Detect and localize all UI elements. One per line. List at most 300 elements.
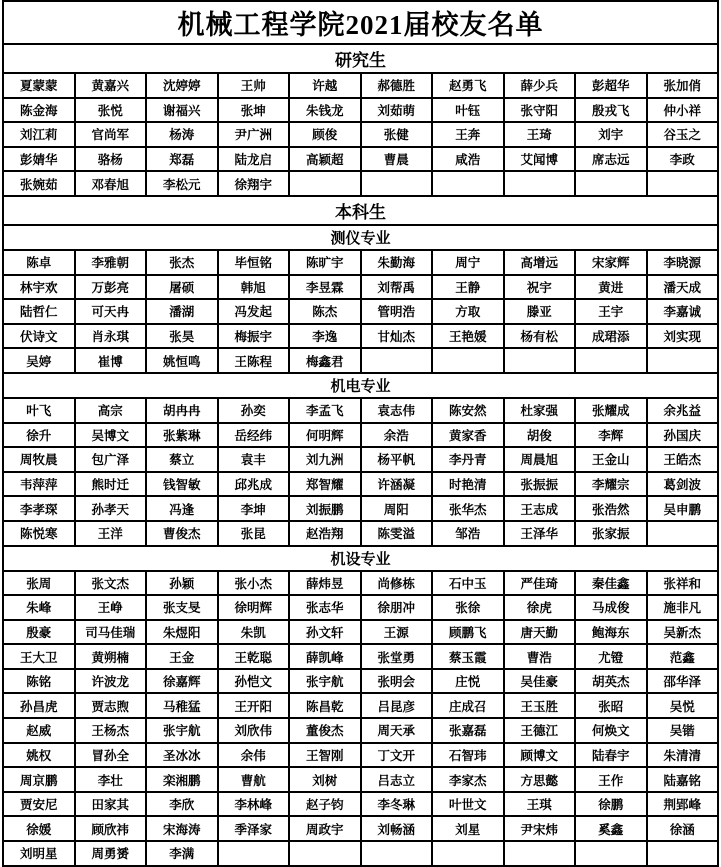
section-header: 研究生 [3,44,718,73]
name-cell: 胡英杰 [575,669,647,694]
name-cell: 庄成召 [432,693,504,718]
table-row [3,250,718,275]
empty-cell [647,841,719,866]
table-row [3,496,718,521]
name-cell: 刘星 [432,816,504,841]
name-cell: 马稚猛 [146,693,218,718]
table-row [3,571,718,596]
name-cell: 王金 [146,644,218,669]
name-cell: 董俊杰 [289,718,361,743]
name-cell: 姚权 [3,743,75,768]
name-cell: 马成俊 [575,595,647,620]
name-cell: 刘江莉 [3,122,75,147]
section-header: 本科生 [3,196,718,225]
name-cell: 张周 [3,571,75,596]
name-cell: 薛凯峰 [289,644,361,669]
name-cell: 许波龙 [75,669,147,694]
name-cell: 冯发起 [218,299,290,324]
name-cell: 刘树 [289,767,361,792]
name-cell: 韩旭 [218,275,290,300]
name-cell: 张明会 [361,669,433,694]
table-row [3,122,718,147]
name-cell: 张紫琳 [146,423,218,448]
name-cell: 杜家强 [504,398,576,423]
name-cell: 李满 [146,841,218,866]
name-cell: 孙国庆 [647,423,719,448]
name-cell: 吴申鹏 [647,496,719,521]
name-cell: 何明辉 [289,423,361,448]
section-header: 机设专业 [3,546,718,571]
name-cell: 许涵凝 [361,472,433,497]
name-cell: 王泽华 [504,521,576,546]
name-cell: 潘湖 [146,299,218,324]
name-cell: 周牧晨 [3,447,75,472]
name-cell: 陈金海 [3,98,75,123]
name-cell: 屠硕 [146,275,218,300]
name-cell: 赵威 [3,718,75,743]
name-cell: 冯逢 [146,496,218,521]
name-cell: 邵华泽 [647,669,719,694]
name-cell: 韦萍萍 [3,472,75,497]
name-cell: 宋家辉 [575,250,647,275]
name-cell: 王奔 [432,122,504,147]
table-row [3,324,718,349]
name-cell: 沈婷婷 [146,73,218,98]
name-cell: 陈安然 [432,398,504,423]
name-cell: 王峥 [75,595,147,620]
name-cell: 贾志煦 [75,693,147,718]
name-cell: 张健 [361,122,433,147]
name-cell: 张志华 [289,595,361,620]
name-cell: 张嘉磊 [432,718,504,743]
name-cell: 薛炜昱 [289,571,361,596]
name-cell: 刘九洲 [289,447,361,472]
name-cell: 张昆 [218,521,290,546]
name-cell: 肖永琪 [75,324,147,349]
name-cell: 熊时迁 [75,472,147,497]
name-cell: 李嘉诚 [647,299,719,324]
name-cell: 刘实现 [647,324,719,349]
name-cell: 王大卫 [3,644,75,669]
table-row [3,841,718,866]
table-row [3,792,718,817]
name-cell: 陈卓 [3,250,75,275]
name-cell: 高增远 [504,250,576,275]
name-cell: 李丹青 [432,447,504,472]
name-cell: 袁志伟 [361,398,433,423]
name-cell: 司马佳瑞 [75,620,147,645]
name-cell: 时艳清 [432,472,504,497]
name-cell: 李雅朝 [75,250,147,275]
name-cell: 万彭亮 [75,275,147,300]
name-cell: 谷玉之 [647,122,719,147]
name-cell: 管明浩 [361,299,433,324]
name-cell: 周京鹏 [3,767,75,792]
name-cell: 张振振 [504,472,576,497]
name-cell: 邱兆成 [218,472,290,497]
name-cell: 王玉胜 [504,693,576,718]
name-cell: 刘明星 [3,841,75,866]
name-cell: 吕志立 [361,767,433,792]
name-cell: 张华杰 [432,496,504,521]
name-cell: 张耀成 [575,398,647,423]
name-cell: 王金山 [575,447,647,472]
name-cell: 唐天勤 [504,620,576,645]
name-cell: 杨涛 [146,122,218,147]
name-cell: 余兆益 [647,398,719,423]
table-row [3,718,718,743]
name-cell: 尚修栋 [361,571,433,596]
name-cell: 吴锴 [647,718,719,743]
name-cell: 姚恒鸣 [146,348,218,373]
name-cell: 邓春旭 [75,171,147,196]
name-cell: 张杰 [146,250,218,275]
table-row [3,693,718,718]
empty-cell [432,171,504,196]
name-cell: 李家杰 [432,767,504,792]
name-cell: 王琦 [504,122,576,147]
name-cell: 李晓源 [647,250,719,275]
name-cell: 曹晨 [361,147,433,172]
name-cell: 高宗 [75,398,147,423]
table-row [3,767,718,792]
name-cell: 赵子钧 [289,792,361,817]
name-cell: 顾欣祎 [75,816,147,841]
name-cell: 李政 [647,147,719,172]
empty-cell [361,348,433,373]
name-cell: 伏诗文 [3,324,75,349]
name-cell: 王智刚 [289,743,361,768]
page-title: 机械工程学院2021届校友名单 [3,1,718,44]
name-cell: 王德江 [504,718,576,743]
table-row [3,73,718,98]
name-cell: 赵勇飞 [432,73,504,98]
name-cell: 张小杰 [218,571,290,596]
name-cell: 叶钰 [432,98,504,123]
name-cell: 陆龙启 [218,147,290,172]
name-cell: 杨有松 [504,324,576,349]
name-cell: 石智玮 [432,743,504,768]
name-cell: 徐明辉 [218,595,290,620]
table-row [3,743,718,768]
name-cell: 张浩然 [575,496,647,521]
name-cell: 张家振 [575,521,647,546]
name-cell: 朱勤海 [361,250,433,275]
name-cell: 叶飞 [3,398,75,423]
name-cell: 鲍海东 [575,620,647,645]
name-cell: 蔡玉霞 [432,644,504,669]
name-cell: 席志远 [575,147,647,172]
name-cell: 薛少兵 [504,73,576,98]
name-cell: 刘振鹏 [289,496,361,521]
section-header-row [3,373,718,398]
name-cell: 王作 [575,767,647,792]
name-cell: 张文杰 [75,571,147,596]
name-cell: 黄家香 [432,423,504,448]
name-cell: 陈昌乾 [289,693,361,718]
name-cell: 张祥和 [647,571,719,596]
table-row [3,447,718,472]
name-cell: 曹航 [218,767,290,792]
name-cell: 葛剑波 [647,472,719,497]
empty-cell [289,171,361,196]
name-cell: 吴佳豪 [504,669,576,694]
empty-cell [647,348,719,373]
empty-cell [575,841,647,866]
name-cell: 冒孙全 [75,743,147,768]
name-cell: 徐媛 [3,816,75,841]
name-cell: 顾鹏飞 [432,620,504,645]
name-cell: 余浩 [361,423,433,448]
name-cell: 李冬琳 [361,792,433,817]
name-cell: 李昱霖 [289,275,361,300]
name-cell: 吴新杰 [647,620,719,645]
name-cell: 徐嘉辉 [146,669,218,694]
name-cell: 张支旻 [146,595,218,620]
name-cell: 范鑫 [647,644,719,669]
empty-cell [504,171,576,196]
name-cell: 朱钱龙 [289,98,361,123]
empty-cell [432,841,504,866]
name-cell: 孙孝天 [75,496,147,521]
name-cell: 郝德胜 [361,73,433,98]
name-cell: 张悦 [75,98,147,123]
name-cell: 顾俊 [289,122,361,147]
title-row [3,1,718,44]
name-cell: 刘宇 [575,122,647,147]
name-cell: 吕昆彦 [361,693,433,718]
name-cell: 尤镫 [575,644,647,669]
name-cell: 李壮 [75,767,147,792]
table-row [3,299,718,324]
name-cell: 毕恒铭 [218,250,290,275]
empty-cell [504,841,576,866]
name-cell: 陈雯溢 [361,521,433,546]
name-cell: 陈铭 [3,669,75,694]
name-cell: 奚鑫 [575,816,647,841]
name-cell: 王宇 [575,299,647,324]
name-cell: 黄进 [575,275,647,300]
name-cell: 蔡立 [146,447,218,472]
empty-cell [289,841,361,866]
section-header: 测仪专业 [3,225,718,250]
name-cell: 官尚军 [75,122,147,147]
name-cell: 叶世文 [432,792,504,817]
empty-cell [647,171,719,196]
name-cell: 李孟飞 [289,398,361,423]
name-cell: 张婉茹 [3,171,75,196]
name-cell: 张宇航 [146,718,218,743]
name-cell: 庄悦 [432,669,504,694]
name-cell: 崔博 [75,348,147,373]
name-cell: 朱清清 [647,743,719,768]
name-cell: 李孝琛 [3,496,75,521]
name-cell: 张守阳 [504,98,576,123]
empty-cell [575,171,647,196]
name-cell: 李耀宗 [575,472,647,497]
name-cell: 王源 [361,620,433,645]
empty-cell [432,348,504,373]
section-header-row [3,225,718,250]
table-row [3,348,718,373]
name-cell: 徐翔宇 [218,171,290,196]
section-header-row [3,196,718,225]
name-cell: 陆春宇 [575,743,647,768]
name-cell: 徐鹏 [575,792,647,817]
name-cell: 徐朋冲 [361,595,433,620]
table-row [3,275,718,300]
name-cell: 圣冰冰 [146,743,218,768]
name-cell: 王杨杰 [75,718,147,743]
name-cell: 甘灿杰 [361,324,433,349]
name-cell: 包广泽 [75,447,147,472]
name-cell: 栾湘鹏 [146,767,218,792]
name-cell: 孙昌虎 [3,693,75,718]
name-cell: 田家其 [75,792,147,817]
name-cell: 殷豪 [3,620,75,645]
name-cell: 周政宇 [289,816,361,841]
name-cell: 成珺添 [575,324,647,349]
empty-cell [504,348,576,373]
name-cell: 王皓杰 [647,447,719,472]
table-row [3,423,718,448]
table-row [3,595,718,620]
name-cell: 余伟 [218,743,290,768]
name-cell: 张宇航 [289,669,361,694]
name-cell: 杨平帆 [361,447,433,472]
name-cell: 胡俊 [504,423,576,448]
name-cell: 赵浩翔 [289,521,361,546]
name-cell: 梅振宇 [218,324,290,349]
name-cell: 刘帮禹 [361,275,433,300]
name-cell: 钱智敏 [146,472,218,497]
name-cell: 孙文轩 [289,620,361,645]
empty-cell [575,348,647,373]
name-cell: 彭超华 [575,73,647,98]
alumni-table [2,0,719,867]
name-cell: 朱峰 [3,595,75,620]
name-cell: 李松元 [146,171,218,196]
name-cell: 王帅 [218,73,290,98]
name-cell: 袁丰 [218,447,290,472]
name-cell: 许越 [289,73,361,98]
name-cell: 陈旷宇 [289,250,361,275]
name-cell: 咸浩 [432,147,504,172]
alumni-table-body [3,1,718,866]
name-cell: 陆哲仁 [3,299,75,324]
name-cell: 尹广洲 [218,122,290,147]
name-cell: 梅鑫君 [289,348,361,373]
name-cell: 彭婧华 [3,147,75,172]
name-cell: 孙奕 [218,398,290,423]
name-cell: 吴博文 [75,423,147,448]
name-cell: 张徐 [432,595,504,620]
name-cell: 谢福兴 [146,98,218,123]
empty-cell [647,521,719,546]
name-cell: 郑磊 [146,147,218,172]
empty-cell [361,171,433,196]
name-cell: 孙恺文 [218,669,290,694]
name-cell: 骆杨 [75,147,147,172]
name-cell: 林宇欢 [3,275,75,300]
name-cell: 艾闻博 [504,147,576,172]
section-header: 机电专业 [3,373,718,398]
section-header-row [3,546,718,571]
name-cell: 徐升 [3,423,75,448]
name-cell: 李辉 [575,423,647,448]
name-cell: 徐涵 [647,816,719,841]
name-cell: 郑智耀 [289,472,361,497]
name-cell: 宋海涛 [146,816,218,841]
name-cell: 朱凯 [218,620,290,645]
name-cell: 高颖超 [289,147,361,172]
name-cell: 王乾聪 [218,644,290,669]
table-row [3,620,718,645]
name-cell: 刘欣伟 [218,718,290,743]
table-row [3,147,718,172]
empty-cell [218,841,290,866]
name-cell: 方取 [432,299,504,324]
name-cell: 王静 [432,275,504,300]
name-cell: 殷戎飞 [575,98,647,123]
name-cell: 王洋 [75,521,147,546]
table-row [3,98,718,123]
table-row [3,398,718,423]
name-cell: 曹俊杰 [146,521,218,546]
name-cell: 潘天成 [647,275,719,300]
section-header-row [3,44,718,73]
name-cell: 严佳琦 [504,571,576,596]
name-cell: 周阳 [361,496,433,521]
name-cell: 李欣 [146,792,218,817]
name-cell: 滕亚 [504,299,576,324]
name-cell: 陈杰 [289,299,361,324]
name-cell: 周晨旭 [504,447,576,472]
name-cell: 王开阳 [218,693,290,718]
name-cell: 吴婷 [3,348,75,373]
name-cell: 施非凡 [647,595,719,620]
name-cell: 周宁 [432,250,504,275]
name-cell: 贾安尼 [3,792,75,817]
name-cell: 朱煜阳 [146,620,218,645]
name-cell: 尹宋炜 [504,816,576,841]
name-cell: 张加俏 [647,73,719,98]
name-cell: 徐虎 [504,595,576,620]
name-cell: 石中玉 [432,571,504,596]
name-cell: 张昭 [575,693,647,718]
name-cell: 祝宇 [504,275,576,300]
name-cell: 王艳媛 [432,324,504,349]
name-cell: 方思懿 [504,767,576,792]
name-cell: 何焕文 [575,718,647,743]
name-cell: 丁文开 [361,743,433,768]
name-cell: 陆嘉铭 [647,767,719,792]
name-cell: 周勇赟 [75,841,147,866]
name-cell: 李坤 [218,496,290,521]
name-cell: 秦佳鑫 [575,571,647,596]
name-cell: 刘茹萌 [361,98,433,123]
name-cell: 吴悦 [647,693,719,718]
name-cell: 邹浩 [432,521,504,546]
name-cell: 可天冉 [75,299,147,324]
name-cell: 胡冉冉 [146,398,218,423]
name-cell: 曹浩 [504,644,576,669]
name-cell: 张堂勇 [361,644,433,669]
name-cell: 黄嘉兴 [75,73,147,98]
name-cell: 孙颖 [146,571,218,596]
table-row [3,816,718,841]
name-cell: 李逸 [289,324,361,349]
